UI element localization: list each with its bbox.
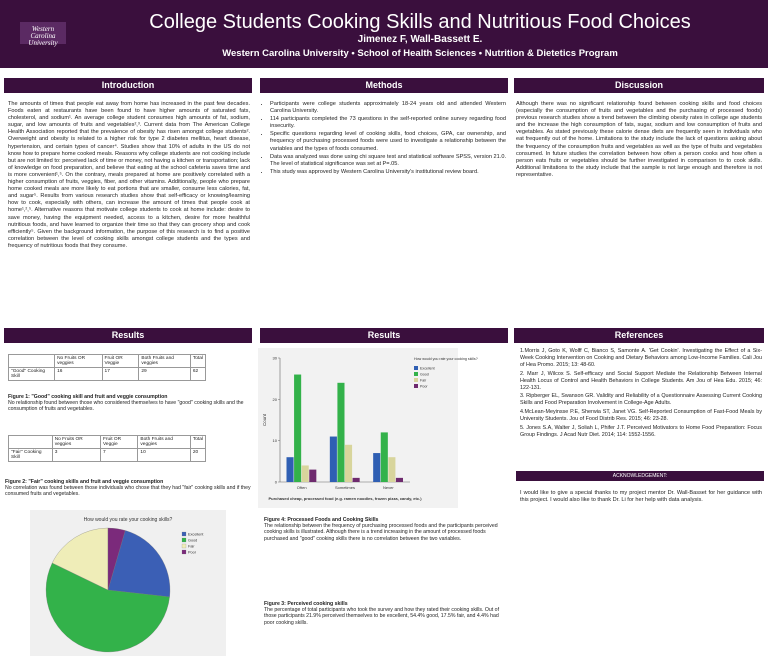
poster-header [0,0,768,68]
table-cell: No Fruits OR veggies [52,436,100,449]
pie-legend-swatch [182,550,186,554]
methods-item: • This study was approved by Western Carolina University's institutional review board. [270,169,506,176]
legend-swatch [414,378,418,382]
bar-poor [309,470,316,482]
poster-affiliation: Western Carolina University • School of Health Sciences • Nutrition & Dietetics Program [222,48,618,59]
figure3-caption-block [264,601,508,626]
table-cell: Fruit OR Veggie [100,436,137,449]
university-logo: Western Carolina University [20,22,66,44]
bar-fair [345,445,352,482]
pie-legend-label: Poor [188,550,197,555]
reference-item: 1.Morris J, Goto K, Wolff C, Bianco S, Samonte A. 'Get Cookin'. Investigating the Effect of a Six-Week Cooking Intervention on Cooking and Dietary Behaviors among Low-Income Families. Cali Jou of Hea Promo. 2015; 13: 48-60. [520,348,762,368]
table-fair-cooking [8,435,206,462]
table-cell: 29 [139,368,190,381]
pie-legend-swatch [182,544,186,548]
table-cell: 3 [52,449,100,462]
methods-item: • Data was analyzed was done using chi square test and statistical software SPSS, version 21.0. The level of statistical significance was set at P=.05. [270,154,506,168]
bar-excellent [373,453,380,482]
table-cell: 62 [190,368,205,381]
figure4-text: The relationship between the frequency of purchasing processed foods and the participants perceived cooking skills is illustrated. Although there is a trend increasing in the amount of processed foods purchased and "good" cooking skills there is no correlation between the two variables. [264,523,498,542]
figure1-caption-block [8,394,252,413]
y-axis-label: Count [262,413,267,427]
bar-poor [353,478,360,482]
pie-legend-swatch [182,538,186,542]
bar-excellent [287,457,294,482]
bar-fair [388,457,395,482]
reference-item: 2. Marr J, Wilcox S. Self-efficacy and Social Support Mediate the Relationship Between Internal Health Locus of Control and Health Behaviors in College Students. Am Jou of Hea Edu. 2015; 46: 122-131. [520,370,762,391]
x-tick-label: Often [296,485,307,490]
figure4-caption: Figure 4: Processed Foods and Cooking Skills [264,517,379,523]
figure4-caption-block [264,517,508,542]
legend-label: Fair [420,378,427,383]
pie-title: How would you rate your cooking skills? [83,517,173,523]
pie-chart [30,510,226,656]
figure1-text: No relationship found between those who considered themselves to have "good" cooking skills and the consumption of fruits and vegetables. [8,400,244,413]
table-row [9,368,206,381]
table-cell: 16 [55,368,102,381]
x-tick-label: Never [382,485,394,490]
table-cell: 20 [190,449,205,462]
pie-slices [46,528,170,652]
bar-chart [258,348,478,508]
legend-swatch [414,366,418,370]
table-cell: Fruit OR Veggie [102,355,139,368]
table-header-row [9,436,206,449]
table-cell: Total [190,355,205,368]
y-tick-label: 0 [274,479,277,485]
pie-legend-label: Good [188,538,198,543]
figure3-caption: Figure 3: Perceived cooking skills [264,601,348,607]
y-tick-label: 10 [272,438,277,444]
legend-label: Excellent [420,366,435,371]
methods-heading: Methods [260,78,508,93]
bar-poor [396,478,403,482]
table-cell: 17 [102,368,139,381]
results-left-heading: Results [4,328,252,343]
legend-swatch [414,384,418,388]
legend-title: How would you rate your cooking skills? [414,357,478,361]
legend-label: Good [420,372,429,377]
y-tick-label: 20 [272,396,277,402]
figure2-caption-block [5,479,255,498]
table-header-row [9,355,206,368]
bar-good [381,432,388,482]
table-row [9,449,206,462]
reference-item: 3. Ripberger EL, Swanson GR. Validity and Reliability of a Questionnaire Assessing Current Cooking Skills and Food Preparation Involvement in College-Age Adults. [520,393,762,407]
reference-item: 5. Jones S.A, Walter J, Soliah L, Phifer J.T. Perceived Motivators to Home Food Preparation: Focus Group Findings. J Acad Nutr Diet. 2014; 114: 1552-1556. [520,425,762,438]
figure1-caption: Figure 1: "Good" cooking skill and fruit and veggie consumption [8,394,168,400]
table-cell: 10 [138,449,190,462]
table-cell: "Fair" Cooking Skill [9,449,53,462]
bar-fair [302,465,309,482]
table-cell: Total [190,436,205,449]
legend-swatch [414,372,418,376]
poster-title: College Students Cooking Skills and Nutritious Food Choices [149,11,691,33]
results-middle-heading: Results [260,328,508,343]
acknowledgement-text: I would like to give a special thanks to my project mentor Dr. Wall-Basset for her guidance with this project. I would also like to thank Dr. Li for her help with data analysis. [520,490,762,504]
table-cell [9,436,53,449]
methods-item: • 114 participants completed the 73 questions in the self-reported online survey regarding food insecurity. [270,116,506,130]
discussion-heading: Discussion [514,78,764,93]
table-cell: Both Fruits and veggies [138,436,190,449]
pie-legend-label: Fair [188,544,195,549]
figure2-caption: Figure 2: "Fair" cooking skills and fruit and veggie consumption [5,479,164,485]
methods-list [262,101,506,177]
reference-item: 4.McLean-Meyinsse P.E, Sherwia ST, Janet VG. Self-Reported Consumption of Fast-Food Meals by University Students. Jou of Food Distrib Res. 2015; 46: 23-28. [520,409,762,423]
methods-item: • Specific questions regarding level of cooking skills, food choices, GPA, car ownership, and frequency of purchasing processed foods were used to investigate a relationship between the variables and the types of foods consumed. [270,131,506,152]
figure2-text: No correlation was found between those individuals who chose that they had "fair" cooking skills and if they consumed fruits and vegetables. [5,485,251,498]
x-axis-label: Purchased cheap, processed food (e.g. ramen noodles, frozen pizza, candy, etc.) [268,496,422,501]
figure3-text: The percentage of total participants who took the survey and how they rated their cooking skills. Out of those participants 21.9% perceived themselves to be excellent, 54.4% good, 17.5% fair, and 4.4% had poor cooking skills. [264,607,500,626]
table-good-cooking [8,354,206,381]
legend-label: Poor [420,384,428,389]
pie-legend-label: Excellent [188,532,204,537]
table-cell [9,355,55,368]
methods-item: • Participants were college students approximately 18-24 years old and attended Western Carolina University. [270,101,506,115]
discussion-text: Although there was no significant relationship found between cooking skills and food choices (especially the consumption of fruits and vegetables and the purchasing of processed foods) previous research studies show a trend between the climbing obesity rates in college age students and the increase the high consumption of fats, sugar, sodium and low consumption of fruits and vegetables. As stated previously these calorie dense diets are frequently seen in individuals who eat frequently out of the home. Limitations to the study include the lack of questions asking about the frequency of the consumption fruits and vegetables as well as the type of fruits and vegetables consumed. In future studies the correlation between how often a person cooks and how often a person eats fruits or vegetables should be further investigated in comparison to to cook skills. Additional limitations to the study include that the sample is not large enough and therefore is not representative. [516,101,762,178]
table-cell: Both Fruits and veggies [139,355,190,368]
acknowledgement-heading: ACKNOWLEDGEMENT: [516,471,764,481]
references-heading: References [514,328,764,343]
table-cell: "Good" Cooking Skill [9,368,55,381]
bar-good [294,375,301,482]
pie-legend-swatch [182,532,186,536]
references-list [520,348,762,441]
table-cell: No Fruits OR veggies [55,355,102,368]
bar-good [337,383,344,482]
bar-excellent [330,437,337,482]
introduction-heading: Introduction [4,78,252,93]
introduction-text: The amounts of times that people eat away from home has increased in the past few decades. Foods eaten at restaurants have been found to have higher amounts of saturated fats, cholesterol, and sodium¹. An average college student consumes high amounts of fat, sodium, sugar, and low amounts of fruits and vegetables²,³. Current data from The American College Health Association reported that the prevalence of obesity has risen amongst college students². Overweight and obesity is related to a higher risk for type 2 diabetes mellitus, heart disease, hypertension, and certain types of cancer⁴. Studies show that 10% of adults in the US do not know how to prepare home cooked meals. Reasons why college students are not cooking include but are not limited to: perceived lack of time or money, not having a kitchen or transportation; lack of knowledge on food preparation, and believe that eating at the school cafeteria saves time and is more convenient¹,⁵. On the contrary, meals prepared at home are positively correlated with a higher consumption of fruits, veggies, fiber, and other vitamins. Additionally, people who prepare home cooked meals are more likely to eat portions that are smaller, consume less calories, fat, and sugar⁵. Results from various research studies show that self-efficacy or knowing/learning how to cook, especially with others, can increase the amount of times that people cook at home¹,²,⁵. Alternative reasons that motivate college students to cook at home include: desire to save money, having the equipment needed, access to a kitchen, desire for more healthful nutritious foods, and have learned to organize their time so that they can grocery shop and cook efficiently⁵. Given the background information, the purpose of this research is to find a positive correlation between the level of cooking skills amongst college students and the types and frequency of nutritious foods that they consume. [8,101,250,249]
x-tick-label: Sometimes [334,485,356,490]
y-tick-label: 30 [272,355,277,361]
poster-authors: Jimenez F, Wall-Bassett E. [357,34,483,45]
table-cell: 7 [100,449,137,462]
